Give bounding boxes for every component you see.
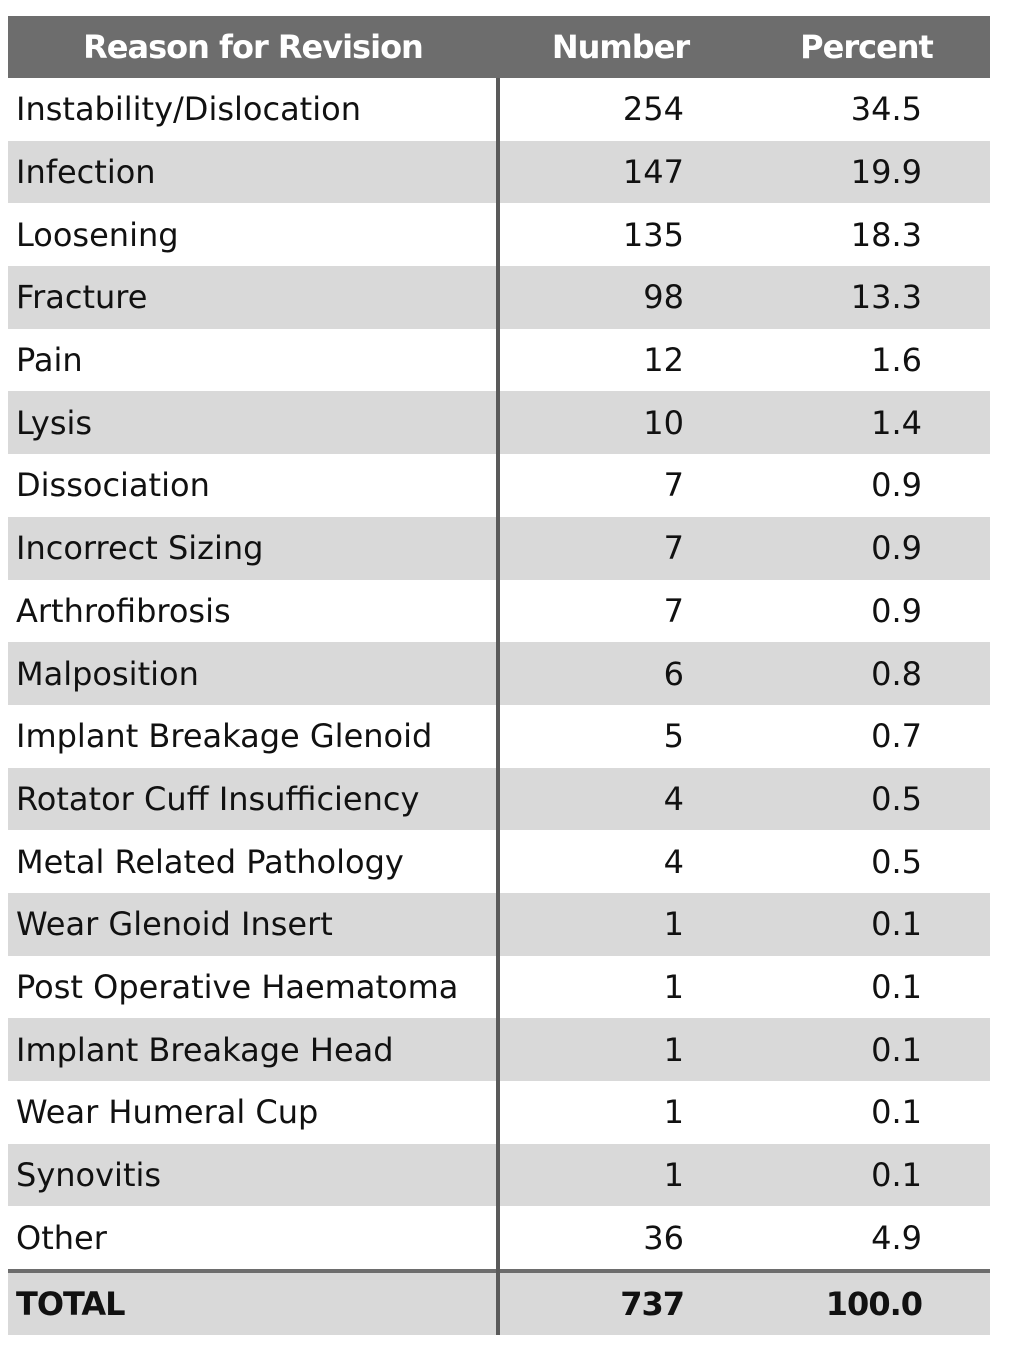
header-number: Number	[498, 16, 743, 78]
row-reason: Post Operative Haematoma	[8, 956, 498, 1019]
row-percent: 0.1	[743, 1144, 990, 1207]
row-percent: 0.7	[743, 705, 990, 768]
row-number: 7	[498, 580, 743, 643]
row-number: 1	[498, 1081, 743, 1144]
row-reason: Lysis	[8, 391, 498, 454]
row-reason: Infection	[8, 141, 498, 204]
table-row	[8, 1206, 990, 1271]
row-number: 5	[498, 705, 743, 768]
table-header	[8, 16, 990, 78]
revision-reasons-table-container	[8, 16, 990, 1335]
table-row	[8, 1081, 990, 1144]
total-percent: 100.0	[743, 1271, 990, 1335]
row-reason: Other	[8, 1206, 498, 1271]
row-percent: 0.5	[743, 768, 990, 831]
table-row	[8, 266, 990, 329]
row-number: 1	[498, 893, 743, 956]
table-row	[8, 830, 990, 893]
row-reason: Malposition	[8, 642, 498, 705]
row-number: 6	[498, 642, 743, 705]
row-reason: Rotator Cuff Insufficiency	[8, 768, 498, 831]
row-percent: 0.1	[743, 893, 990, 956]
total-label: TOTAL	[8, 1271, 498, 1335]
row-percent: 0.1	[743, 1018, 990, 1081]
row-number: 98	[498, 266, 743, 329]
row-number: 1	[498, 1018, 743, 1081]
table-body	[8, 78, 990, 1271]
row-reason: Loosening	[8, 203, 498, 266]
row-reason: Implant Breakage Glenoid	[8, 705, 498, 768]
row-percent: 13.3	[743, 266, 990, 329]
row-reason: Instability/Dislocation	[8, 78, 498, 141]
row-reason: Pain	[8, 329, 498, 392]
row-percent: 1.6	[743, 329, 990, 392]
row-percent: 0.9	[743, 580, 990, 643]
table-row	[8, 78, 990, 141]
row-number: 1	[498, 956, 743, 1019]
row-number: 254	[498, 78, 743, 141]
row-reason: Wear Humeral Cup	[8, 1081, 498, 1144]
row-percent: 1.4	[743, 391, 990, 454]
table-row	[8, 705, 990, 768]
row-percent: 0.8	[743, 642, 990, 705]
row-number: 12	[498, 329, 743, 392]
table-row	[8, 956, 990, 1019]
revision-reasons-table	[8, 16, 990, 1335]
row-number: 10	[498, 391, 743, 454]
row-reason: Implant Breakage Head	[8, 1018, 498, 1081]
row-reason: Arthrofibrosis	[8, 580, 498, 643]
table-row	[8, 517, 990, 580]
table-row	[8, 1018, 990, 1081]
row-percent: 19.9	[743, 141, 990, 204]
row-percent: 0.1	[743, 1081, 990, 1144]
row-percent: 0.1	[743, 956, 990, 1019]
row-number: 135	[498, 203, 743, 266]
table-row	[8, 893, 990, 956]
row-reason: Incorrect Sizing	[8, 517, 498, 580]
row-number: 1	[498, 1144, 743, 1207]
table-row	[8, 580, 990, 643]
table-row	[8, 141, 990, 204]
table-row	[8, 1144, 990, 1207]
row-percent: 4.9	[743, 1206, 990, 1271]
row-number: 36	[498, 1206, 743, 1271]
row-reason: Synovitis	[8, 1144, 498, 1207]
header-reason: Reason for Revision	[8, 16, 498, 78]
table-row	[8, 329, 990, 392]
row-reason: Fracture	[8, 266, 498, 329]
table-row	[8, 391, 990, 454]
table-row	[8, 768, 990, 831]
total-number: 737	[498, 1271, 743, 1335]
row-percent: 18.3	[743, 203, 990, 266]
total-row	[8, 1271, 990, 1335]
row-number: 4	[498, 768, 743, 831]
row-number: 7	[498, 454, 743, 517]
row-number: 7	[498, 517, 743, 580]
table-row	[8, 642, 990, 705]
row-percent: 0.9	[743, 517, 990, 580]
header-row	[8, 16, 990, 78]
row-reason: Wear Glenoid Insert	[8, 893, 498, 956]
row-number: 147	[498, 141, 743, 204]
table-row	[8, 454, 990, 517]
header-percent: Percent	[743, 16, 990, 78]
table-row	[8, 203, 990, 266]
table-footer	[8, 1271, 990, 1335]
row-reason: Metal Related Pathology	[8, 830, 498, 893]
row-percent: 0.9	[743, 454, 990, 517]
row-percent: 34.5	[743, 78, 990, 141]
row-number: 4	[498, 830, 743, 893]
row-reason: Dissociation	[8, 454, 498, 517]
row-percent: 0.5	[743, 830, 990, 893]
